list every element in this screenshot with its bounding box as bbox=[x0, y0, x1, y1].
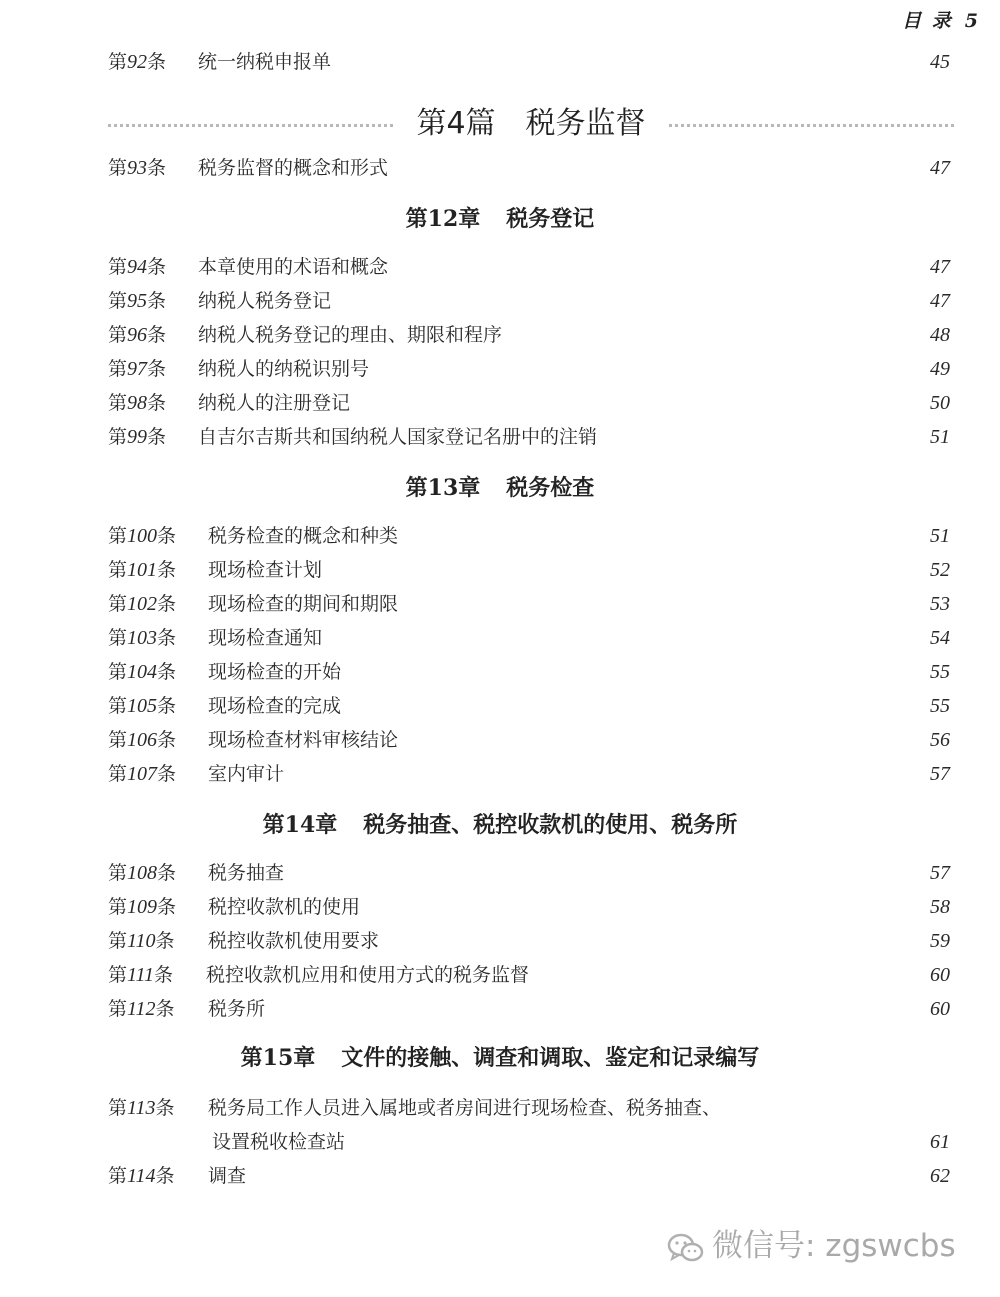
article-title-continued: 设置税收检查站 bbox=[212, 1131, 346, 1153]
page-number: 51 bbox=[930, 426, 950, 448]
article-title: 调查 bbox=[208, 1165, 247, 1187]
article-title: 税务检查的概念和种类 bbox=[208, 525, 399, 547]
page-number: 59 bbox=[930, 930, 950, 952]
toc-entry-107[interactable] bbox=[108, 757, 950, 791]
page-number: 48 bbox=[930, 324, 950, 346]
header-page-number: 5 bbox=[964, 10, 980, 32]
toc-entry-111[interactable] bbox=[108, 958, 950, 992]
article-number: 第103条 bbox=[108, 627, 177, 649]
chapter-heading-12: 第12章 税务登记 bbox=[405, 206, 595, 232]
toc-entry-93[interactable] bbox=[108, 151, 950, 185]
article-title: 室内审计 bbox=[208, 763, 285, 785]
page-number: 51 bbox=[930, 525, 950, 547]
page-number: 47 bbox=[930, 290, 950, 312]
toc-entry-105[interactable] bbox=[108, 689, 950, 723]
header-label: 目 录 bbox=[902, 10, 953, 32]
page-number: 47 bbox=[930, 157, 950, 179]
toc-entry-103[interactable] bbox=[108, 621, 950, 655]
wechat-icon bbox=[666, 1231, 706, 1265]
toc-entry-104[interactable] bbox=[108, 655, 950, 689]
toc-entry-101[interactable] bbox=[108, 553, 950, 587]
article-title: 自吉尔吉斯共和国纳税人国家登记名册中的注销 bbox=[198, 426, 598, 448]
article-number: 第113条 bbox=[108, 1097, 175, 1119]
toc-entry-96[interactable] bbox=[108, 318, 950, 352]
article-number: 第92条 bbox=[108, 51, 167, 73]
toc-entry-109[interactable] bbox=[108, 890, 950, 924]
chapter-heading-15: 第15章 文件的接触、调查和调取、鉴定和记录编写 bbox=[240, 1045, 760, 1071]
article-number: 第107条 bbox=[108, 763, 177, 785]
page-number: 53 bbox=[930, 593, 950, 615]
page-number: 57 bbox=[930, 862, 950, 884]
page-number: 55 bbox=[930, 695, 950, 717]
article-title: 现场检查通知 bbox=[208, 627, 323, 649]
chapter-heading-13: 第13章 税务检查 bbox=[405, 475, 595, 501]
page-number: 54 bbox=[930, 627, 950, 649]
dotted-rule-right bbox=[669, 124, 954, 127]
article-number: 第95条 bbox=[108, 290, 167, 312]
page-number: 61 bbox=[930, 1131, 950, 1153]
article-number: 第109条 bbox=[108, 896, 177, 918]
article-number: 第97条 bbox=[108, 358, 167, 380]
toc-entry-99[interactable] bbox=[108, 420, 950, 454]
article-number: 第105条 bbox=[108, 695, 177, 717]
article-title: 税务抽查 bbox=[208, 862, 285, 884]
toc-entry-102[interactable] bbox=[108, 587, 950, 621]
toc-entry-100[interactable] bbox=[108, 519, 950, 553]
watermark-text: 微信号: zgswcbs bbox=[712, 1228, 956, 1264]
article-title: 现场检查材料审核结论 bbox=[208, 729, 399, 751]
article-title: 本章使用的术语和概念 bbox=[198, 256, 389, 278]
article-title: 纳税人的纳税识别号 bbox=[198, 358, 370, 380]
page-number: 56 bbox=[930, 729, 950, 751]
toc-entry-92[interactable] bbox=[108, 45, 950, 79]
article-title: 现场检查的开始 bbox=[208, 661, 342, 683]
toc-entry-112[interactable] bbox=[108, 992, 950, 1026]
article-title: 现场检查的完成 bbox=[208, 695, 342, 717]
toc-entry-110[interactable] bbox=[108, 924, 950, 958]
page-number: 57 bbox=[930, 763, 950, 785]
part-heading bbox=[108, 102, 954, 146]
page-number: 60 bbox=[930, 998, 950, 1020]
toc-entry-97[interactable] bbox=[108, 352, 950, 386]
toc-entry-114[interactable] bbox=[108, 1159, 950, 1193]
article-number: 第98条 bbox=[108, 392, 167, 414]
toc-entry-106[interactable] bbox=[108, 723, 950, 757]
article-number: 第112条 bbox=[108, 998, 175, 1020]
article-number: 第104条 bbox=[108, 661, 177, 683]
article-title: 税控收款机使用要求 bbox=[208, 930, 380, 952]
running-header bbox=[902, 6, 980, 33]
chapter-heading-14: 第14章 税务抽查、税控收款机的使用、税务所 bbox=[262, 812, 738, 838]
toc-entry-98[interactable] bbox=[108, 386, 950, 420]
article-number: 第111条 bbox=[108, 964, 174, 986]
page-number: 52 bbox=[930, 559, 950, 581]
article-number: 第96条 bbox=[108, 324, 167, 346]
article-title: 纳税人税务登记 bbox=[198, 290, 332, 312]
page-number: 49 bbox=[930, 358, 950, 380]
toc-entry-108[interactable] bbox=[108, 856, 950, 890]
part-title: 第4篇 税务监督 bbox=[416, 106, 646, 141]
article-title: 税控收款机应用和使用方式的税务监督 bbox=[206, 964, 530, 986]
article-number: 第108条 bbox=[108, 862, 177, 884]
article-title: 税务监督的概念和形式 bbox=[198, 157, 389, 179]
article-title: 纳税人的注册登记 bbox=[198, 392, 351, 414]
wechat-watermark bbox=[666, 1226, 956, 1266]
article-number: 第110条 bbox=[108, 930, 175, 952]
toc-entry-94[interactable] bbox=[108, 250, 950, 284]
page-number: 47 bbox=[930, 256, 950, 278]
page-number: 45 bbox=[930, 51, 950, 73]
article-number: 第106条 bbox=[108, 729, 177, 751]
article-title: 税务局工作人员进入属地或者房间进行现场检查、税务抽查、 bbox=[208, 1097, 722, 1119]
article-number: 第99条 bbox=[108, 426, 167, 448]
toc-entry-113[interactable] bbox=[108, 1091, 950, 1159]
article-number: 第94条 bbox=[108, 256, 167, 278]
article-title: 统一纳税申报单 bbox=[198, 51, 332, 73]
article-title: 纳税人税务登记的理由、期限和程序 bbox=[198, 324, 503, 346]
article-number: 第93条 bbox=[108, 157, 167, 179]
article-title: 税控收款机的使用 bbox=[208, 896, 361, 918]
page-number: 58 bbox=[930, 896, 950, 918]
article-title: 现场检查计划 bbox=[208, 559, 323, 581]
toc-entry-95[interactable] bbox=[108, 284, 950, 318]
article-title: 税务所 bbox=[208, 998, 266, 1020]
article-number: 第102条 bbox=[108, 593, 177, 615]
page-number: 50 bbox=[930, 392, 950, 414]
page-number: 55 bbox=[930, 661, 950, 683]
article-title: 现场检查的期间和期限 bbox=[208, 593, 399, 615]
article-number: 第114条 bbox=[108, 1165, 175, 1187]
page-number: 62 bbox=[930, 1165, 950, 1187]
page-number: 60 bbox=[930, 964, 950, 986]
article-number: 第101条 bbox=[108, 559, 177, 581]
article-number: 第100条 bbox=[108, 525, 177, 547]
